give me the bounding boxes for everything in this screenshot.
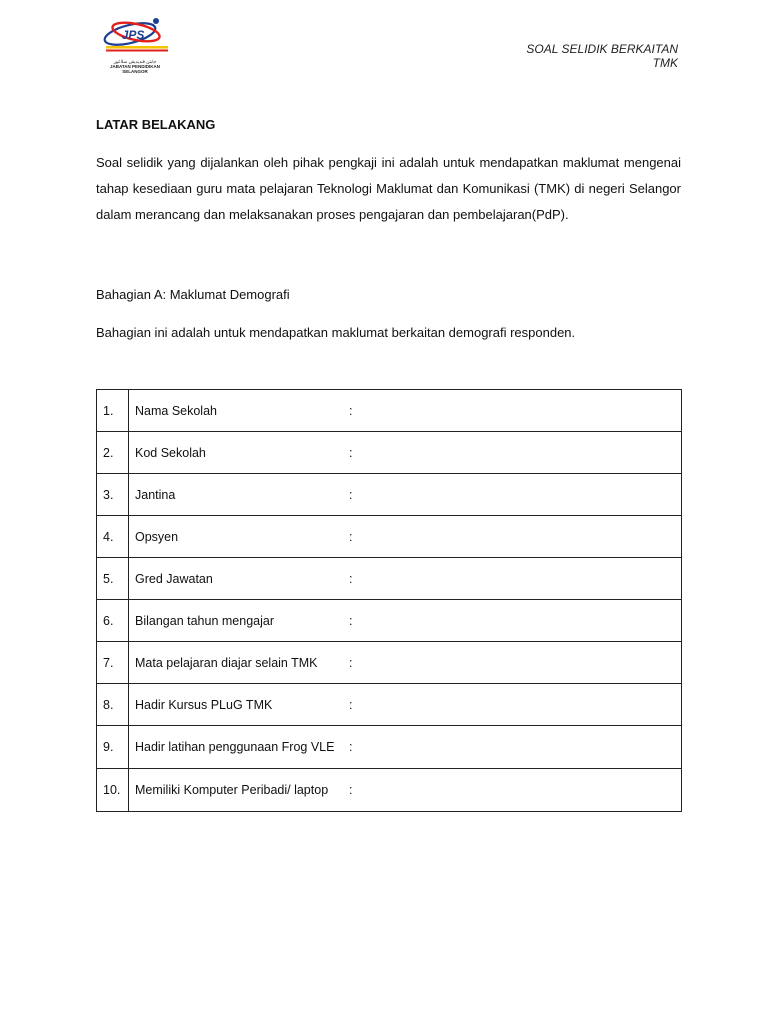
row-label: Memiliki Komputer Peribadi/ laptop bbox=[129, 769, 348, 812]
row-number: 8. bbox=[97, 684, 129, 726]
row-number: 7. bbox=[97, 642, 129, 684]
answer-field[interactable]: : bbox=[347, 684, 682, 726]
row-label: Hadir Kursus PLuG TMK bbox=[129, 684, 348, 726]
logo-caption bbox=[100, 59, 170, 74]
answer-field[interactable]: : bbox=[347, 432, 682, 474]
answer-field[interactable]: : bbox=[347, 558, 682, 600]
answer-field[interactable]: : bbox=[347, 726, 682, 769]
table-row bbox=[97, 769, 682, 812]
demographic-table bbox=[96, 389, 682, 812]
row-label: Nama Sekolah bbox=[129, 390, 348, 432]
latar-belakang-text: Soal selidik yang dijalankan oleh pihak pengkaji ini adalah untuk mendapatkan maklumat mengenai tahap kesediaan guru mata pelajaran Teknologi Maklumat dan Komunikasi (TMK) di negeri Selangor dalam merancang dan melaksanakan proses pengajaran dan pembelajaran(PdP). bbox=[96, 155, 681, 222]
table-row bbox=[97, 516, 682, 558]
table-row bbox=[97, 726, 682, 769]
row-label: Opsyen bbox=[129, 516, 348, 558]
row-number: 2. bbox=[97, 432, 129, 474]
answer-field[interactable]: : bbox=[347, 516, 682, 558]
answer-field[interactable]: : bbox=[347, 474, 682, 516]
row-label: Gred Jawatan bbox=[129, 558, 348, 600]
answer-field[interactable]: : bbox=[347, 769, 682, 812]
row-number: 6. bbox=[97, 600, 129, 642]
bahagian-a-paragraph: Bahagian ini adalah untuk mendapatkan maklumat berkaitan demografi responden. bbox=[96, 325, 576, 340]
latar-belakang-heading: LATAR BELAKANG bbox=[96, 117, 216, 132]
row-number: 10. bbox=[97, 769, 129, 812]
row-label: Mata pelajaran diajar selain TMK bbox=[129, 642, 348, 684]
row-number: 9. bbox=[97, 726, 129, 769]
answer-field[interactable]: : bbox=[347, 600, 682, 642]
table-row bbox=[97, 642, 682, 684]
table-row bbox=[97, 684, 682, 726]
table-row bbox=[97, 474, 682, 516]
row-number: 5. bbox=[97, 558, 129, 600]
row-label: Kod Sekolah bbox=[129, 432, 348, 474]
row-label: Jantina bbox=[129, 474, 348, 516]
table-row bbox=[97, 558, 682, 600]
row-label: Bilangan tahun mengajar bbox=[129, 600, 348, 642]
bahagian-a-heading bbox=[96, 287, 290, 302]
table-row bbox=[97, 432, 682, 474]
latar-belakang-paragraph bbox=[96, 150, 681, 228]
table-row bbox=[97, 600, 682, 642]
row-number: 1. bbox=[97, 390, 129, 432]
logo-jawi-caption: جابتن ڤنديديقن سلاڠور bbox=[113, 59, 157, 64]
row-number: 3. bbox=[97, 474, 129, 516]
answer-field[interactable]: : bbox=[347, 642, 682, 684]
header-title: SOAL SELIDIK BERKAITAN TMK bbox=[526, 42, 678, 70]
row-number: 4. bbox=[97, 516, 129, 558]
table-row bbox=[97, 390, 682, 432]
bahagian-a-heading-text: Bahagian A: Maklumat Demografi bbox=[96, 287, 290, 302]
svg-text:JPS: JPS bbox=[121, 28, 145, 42]
logo-caption-text: JABATAN PENDIDIKAN SELANGOR bbox=[109, 64, 161, 74]
row-label: Hadir latihan penggunaan Frog VLE bbox=[129, 726, 348, 769]
jps-logo bbox=[100, 12, 170, 76]
answer-field[interactable]: : bbox=[347, 390, 682, 432]
